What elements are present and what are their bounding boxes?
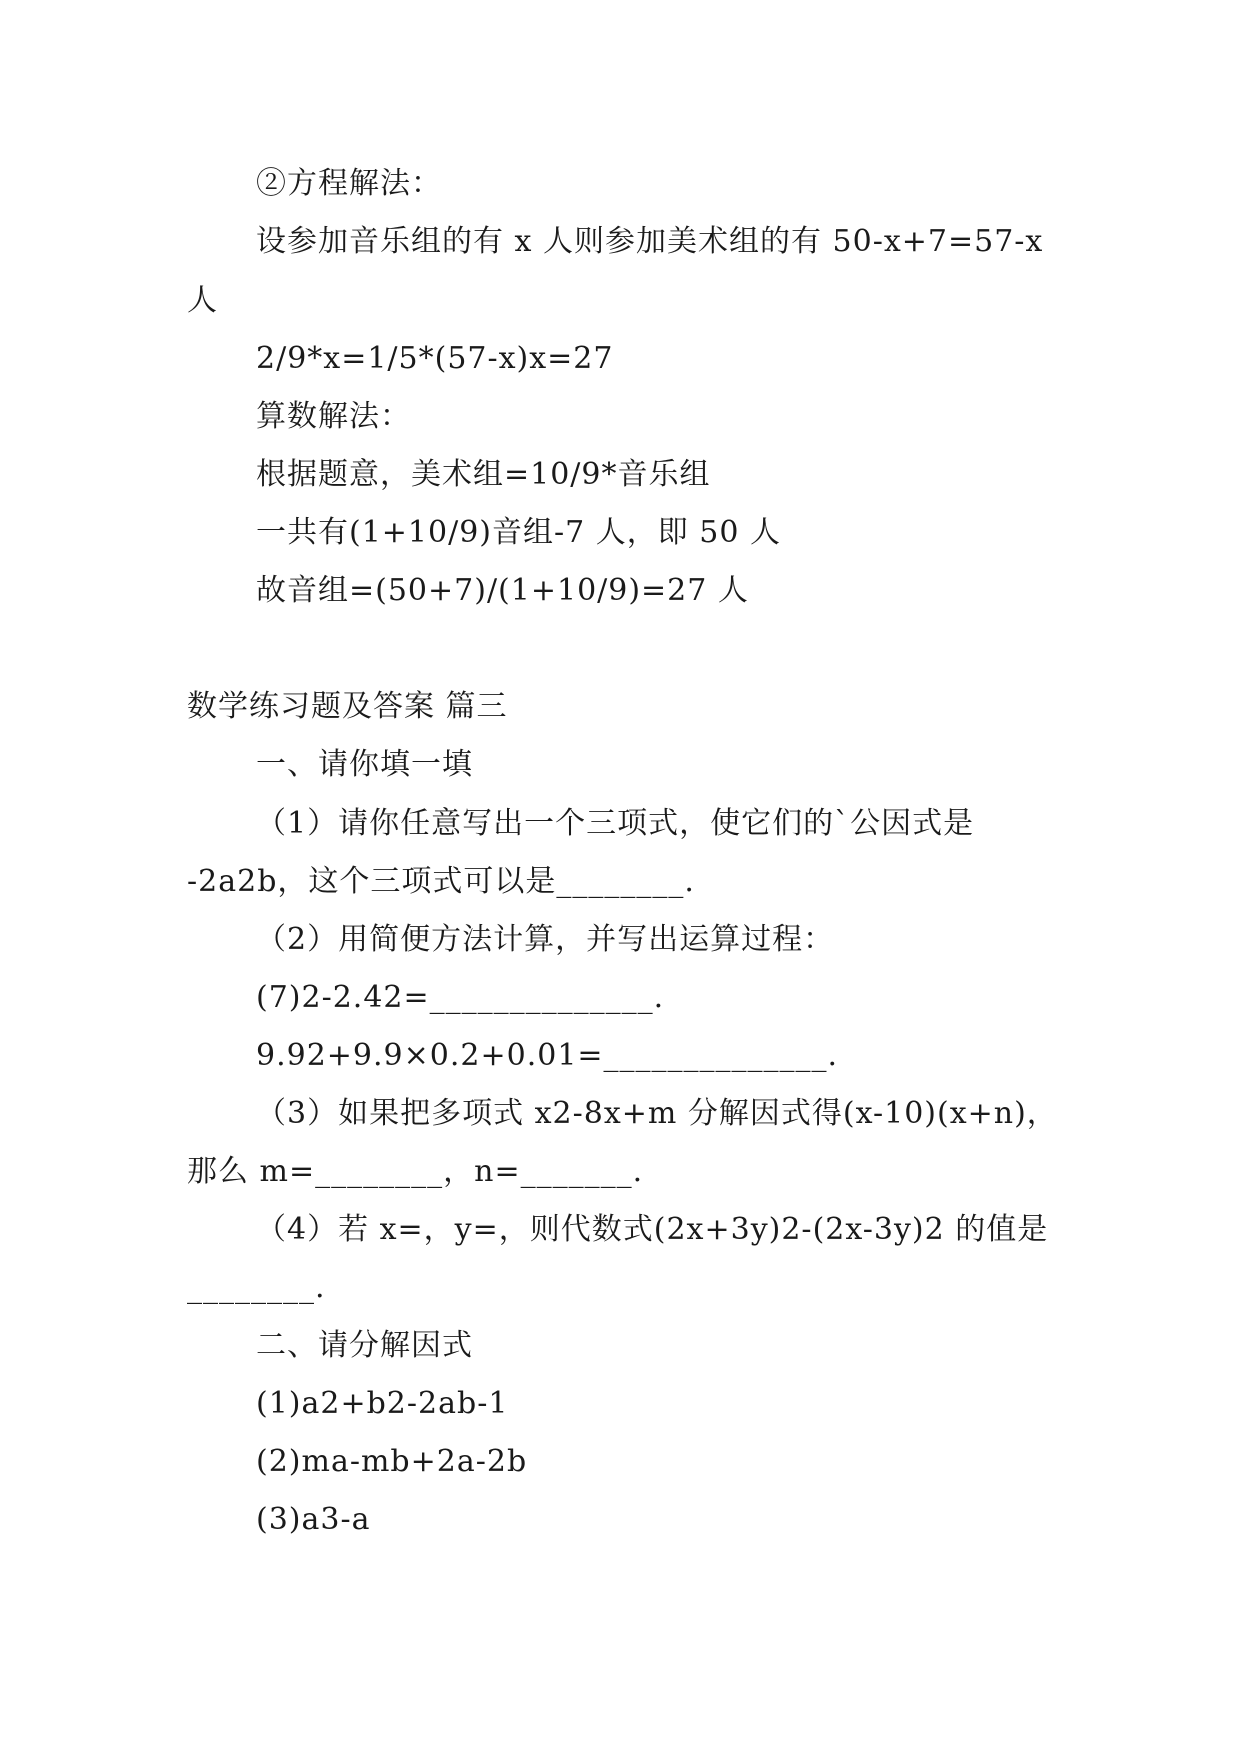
section-title: 数学练习题及答案 篇三 bbox=[187, 689, 508, 724]
arithmetic-step-2: 一共有(1+10/9)音组-7 人，即 50 人 bbox=[256, 515, 782, 550]
equation-line: 2/9*x=1/5*(57-x)x=27 bbox=[256, 341, 614, 376]
arithmetic-step-3: 故音组=(50+7)/(1+10/9)=27 人 bbox=[256, 573, 749, 608]
question-2-line-2: (7)2-2.42=______________. bbox=[256, 980, 665, 1015]
question-3-line-1: （3）如果把多项式 x2-8x+m 分解因式得(x-10)(x+n)， bbox=[256, 1096, 1058, 1131]
question-4-line-1: （4）若 x=，y=，则代数式(2x+3y)2-(2x-3y)2 的值是 bbox=[256, 1212, 1049, 1247]
question-2-line-1: （2）用简便方法计算，并写出运算过程： bbox=[256, 922, 835, 957]
question-3-line-2: 那么 m=________，n=_______. bbox=[187, 1154, 644, 1189]
factor-item-1: (1)a2+b2-2ab-1 bbox=[256, 1386, 509, 1421]
part-one-heading: 一、请你填一填 bbox=[256, 747, 473, 782]
arithmetic-step-1: 根据题意，美术组=10/9*音乐组 bbox=[256, 457, 711, 492]
setup-text-line-2: 人 bbox=[187, 283, 218, 318]
part-two-heading: 二、请分解因式 bbox=[256, 1328, 473, 1363]
question-2-line-3: 9.92+9.9×0.2+0.01=______________. bbox=[256, 1038, 839, 1073]
equation-method-heading: ②方程解法： bbox=[256, 166, 442, 201]
arithmetic-method-heading: 算数解法： bbox=[256, 399, 411, 434]
factor-item-3: (3)a3-a bbox=[256, 1502, 371, 1537]
question-4-line-2: ________. bbox=[187, 1270, 326, 1305]
question-1-line-2: -2a2b，这个三项式可以是________. bbox=[187, 864, 695, 899]
question-1-line-1: （1）请你任意写出一个三项式，使它们的`公因式是 bbox=[256, 806, 975, 841]
setup-text-line-1: 设参加音乐组的有 x 人则参加美术组的有 50-x+7=57-x bbox=[256, 224, 1044, 259]
factor-item-2: (2)ma-mb+2a-2b bbox=[256, 1444, 528, 1479]
